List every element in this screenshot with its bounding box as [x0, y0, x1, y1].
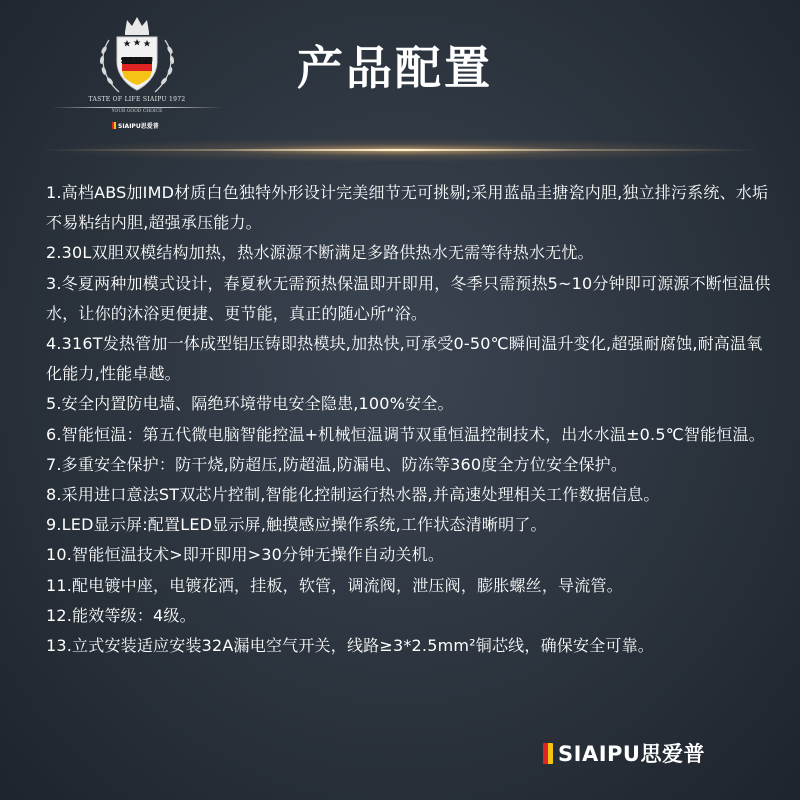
spec-list [46, 178, 776, 661]
crest-tagline: TASTE OF LIFE SIAIPU 1972 [88, 96, 186, 103]
spec-item-3: 3.冬夏两种加模式设计，春夏秋无需预热保温即开即用，冬季只需预热5~10分钟即可源源不断恒温供水，让你的沐浴更便捷、更节能，真正的随心所“浴。 [46, 273, 771, 323]
brand-crest-logo [62, 10, 212, 132]
page-title: 产品配置 [297, 41, 493, 95]
spec-item-12: 12.能效等级：4级。 [46, 605, 196, 625]
spec-item-10: 10.智能恒温技术>即开即用>30分钟无操作自动关机。 [46, 545, 445, 565]
flag-icon [112, 122, 116, 129]
mini-brand-logo [112, 121, 159, 129]
spec-item-5: 5.安全内置防电墙、隔绝环境带电安全隐患,100%安全。 [46, 394, 454, 414]
spec-item-11: 11.配电镀中座，电镀花洒，挂板，软管，调流阀，泄压阀，膨胀螺丝，导流管。 [46, 575, 623, 595]
spec-item-2: 2.30L双胆双模结构加热，热水源源不断满足多路供热水无需等待热水无忧。 [46, 243, 594, 263]
spec-item-7: 7.多重安全保护：防干烧,防超压,防超温,防漏电、防冻等360度全方位安全保护。 [46, 454, 628, 474]
spec-item-8: 8.采用进口意法ST双芯片控制,智能化控制运行热水器,并高速处理相关工作数据信息。 [46, 485, 660, 505]
glow-divider-line [40, 149, 760, 151]
spec-item-13: 13.立式安装适应安装32A漏电空气开关，线路≥3*2.5mm²铜芯线，确保安全可靠。 [46, 636, 654, 656]
crest-divider [52, 107, 222, 108]
spec-item-1: 1.高档ABS加IMD材质白色独特外形设计完美细节无可挑剔;采用蓝晶圭搪瓷内胆,独立排污系统、水垢不易粘结内胆,超强承压能力。 [46, 183, 769, 233]
header [0, 0, 800, 150]
flag-icon [543, 743, 553, 764]
mini-brand-text: SIAIPU思爱普 [118, 122, 159, 130]
spec-item-6: 6.智能恒温：第五代微电脑智能控温+机械恒温调节双重恒温控制技术，出水水温±0.5℃智能恒温。 [46, 424, 765, 444]
crest-brand-name: SIAIPU [120, 56, 154, 65]
footer-brand-text: SIAIPU思爱普 [558, 742, 705, 766]
footer-brand-logo [543, 738, 705, 768]
spec-item-9: 9.LED显示屏:配置LED显示屏,触摸感应操作系统,工作状态清晰明了。 [46, 515, 547, 535]
crest-sub-tagline: YOUR GOOD CHOICE [111, 109, 163, 114]
spec-item-4: 4.316T发热管加一体成型铝压铸即热模块,加热快,可承受0-50℃瞬间温升变化,超强耐腐蚀,耐高温氧化能力,性能卓越。 [46, 334, 763, 384]
